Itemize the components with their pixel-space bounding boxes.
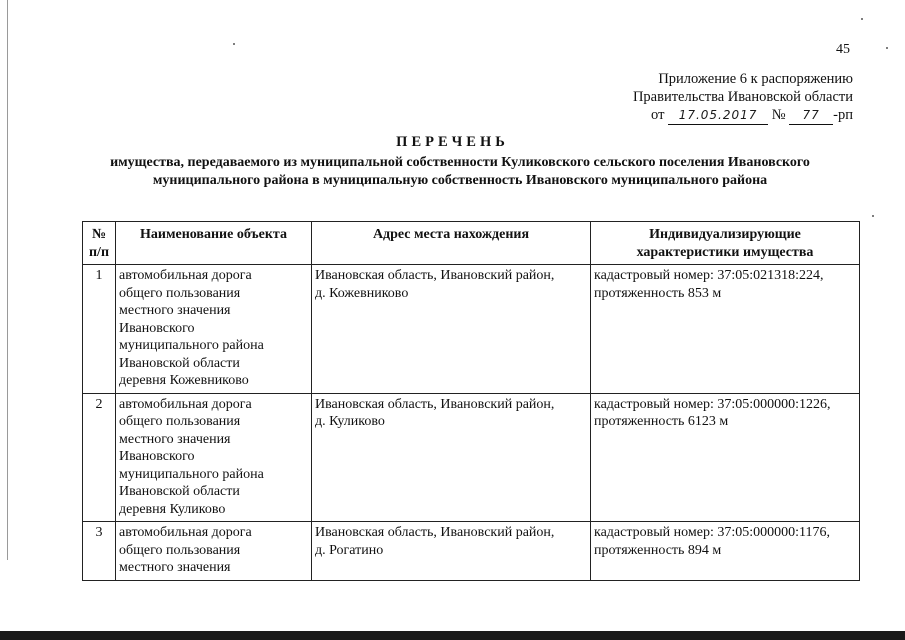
row-number: 2 (83, 393, 116, 522)
scan-speck (233, 43, 235, 45)
object-address (312, 522, 591, 581)
number-sign: № (771, 107, 786, 123)
header-chars-line-2: характеристики имущества (636, 244, 814, 260)
characteristics-line: протяженность 894 м (594, 542, 722, 558)
object-name (116, 265, 312, 394)
address-line: д. Куликово (315, 414, 385, 429)
row-number: 1 (83, 265, 116, 394)
characteristics-line: кадастровый номер: 37:05:021318:224, (594, 268, 824, 283)
name-line: автомобильная дорога (119, 396, 252, 412)
characteristics-line: кадастровый номер: 37:05:000000:1176, (594, 525, 830, 540)
object-name (116, 393, 312, 522)
address-line: Ивановская область, Ивановский район, (315, 396, 555, 412)
header-address: Адрес места нахождения (312, 222, 591, 265)
address-line: д. Рогатино (315, 542, 384, 558)
appendix-line-1: Приложение 6 к распоряжению (658, 71, 853, 87)
name-line: автомобильная дорога (119, 268, 252, 283)
subtitle-line-1: имущества, передаваемого из муниципальной собственности Куликовского сельского поселения Ивановского (110, 155, 810, 170)
address-line: Ивановская область, Ивановский район, (315, 268, 555, 283)
name-line: Ивановского (119, 449, 195, 464)
number-suffix: -рп (833, 107, 853, 123)
appendix-header (633, 70, 853, 125)
scan-bottom-edge (0, 631, 905, 640)
header-num-line-2: п/п (88, 244, 110, 260)
property-table (82, 221, 860, 581)
name-line: автомобильная дорога (119, 525, 252, 540)
object-address (312, 393, 591, 522)
handwritten-date: 17.05.2017 (668, 106, 768, 125)
header-num-line-1: № (91, 227, 107, 242)
header-name: Наименование объекта (116, 222, 312, 265)
object-characteristics (591, 522, 860, 581)
page-number: 45 (836, 42, 850, 57)
date-prefix: от (651, 107, 665, 123)
name-line: общего пользования (119, 542, 241, 558)
name-line: общего пользования (119, 285, 241, 301)
name-line: Ивановской области (119, 355, 240, 371)
name-line: местного значения (119, 431, 231, 447)
scan-left-edge (7, 0, 8, 560)
name-line: деревня Кожевниково (119, 373, 249, 388)
header-chars-line-1: Индивидуализирующие (649, 227, 801, 242)
document-title: ПЕРЕЧЕНЬ (396, 134, 509, 150)
table-row (83, 393, 860, 522)
name-line: Ивановской области (119, 484, 240, 499)
appendix-line-2: Правительства Ивановской области (632, 89, 853, 105)
name-line: муниципального района (119, 338, 264, 353)
scan-speck (861, 18, 863, 20)
header-num (83, 222, 116, 265)
document-subtitle (40, 154, 880, 190)
scan-speck (872, 215, 874, 217)
name-line: деревня Куликово (119, 501, 226, 517)
address-line: Ивановская область, Ивановский район, (315, 525, 555, 540)
subtitle-line-2: муниципального района в муниципальную собственность Ивановского муниципального района (152, 173, 768, 188)
table-row (83, 265, 860, 394)
name-line: местного значения (119, 560, 231, 575)
header-characteristics (591, 222, 860, 265)
characteristics-line: протяженность 6123 м (594, 414, 729, 429)
appendix-date-line (633, 106, 853, 125)
table-header-row (83, 222, 860, 265)
address-line: д. Кожевниково (315, 285, 409, 301)
object-name (116, 522, 312, 581)
table-row (83, 522, 860, 581)
handwritten-number: 77 (789, 106, 833, 125)
object-address (312, 265, 591, 394)
characteristics-line: кадастровый номер: 37:05:000000:1226, (594, 396, 831, 412)
name-line: общего пользования (119, 414, 241, 429)
object-characteristics (591, 265, 860, 394)
name-line: Ивановского (119, 320, 195, 336)
characteristics-line: протяженность 853 м (594, 285, 722, 301)
row-number: 3 (83, 522, 116, 581)
object-characteristics (591, 393, 860, 522)
name-line: местного значения (119, 303, 231, 318)
scan-speck (886, 47, 888, 49)
name-line: муниципального района (119, 466, 264, 482)
